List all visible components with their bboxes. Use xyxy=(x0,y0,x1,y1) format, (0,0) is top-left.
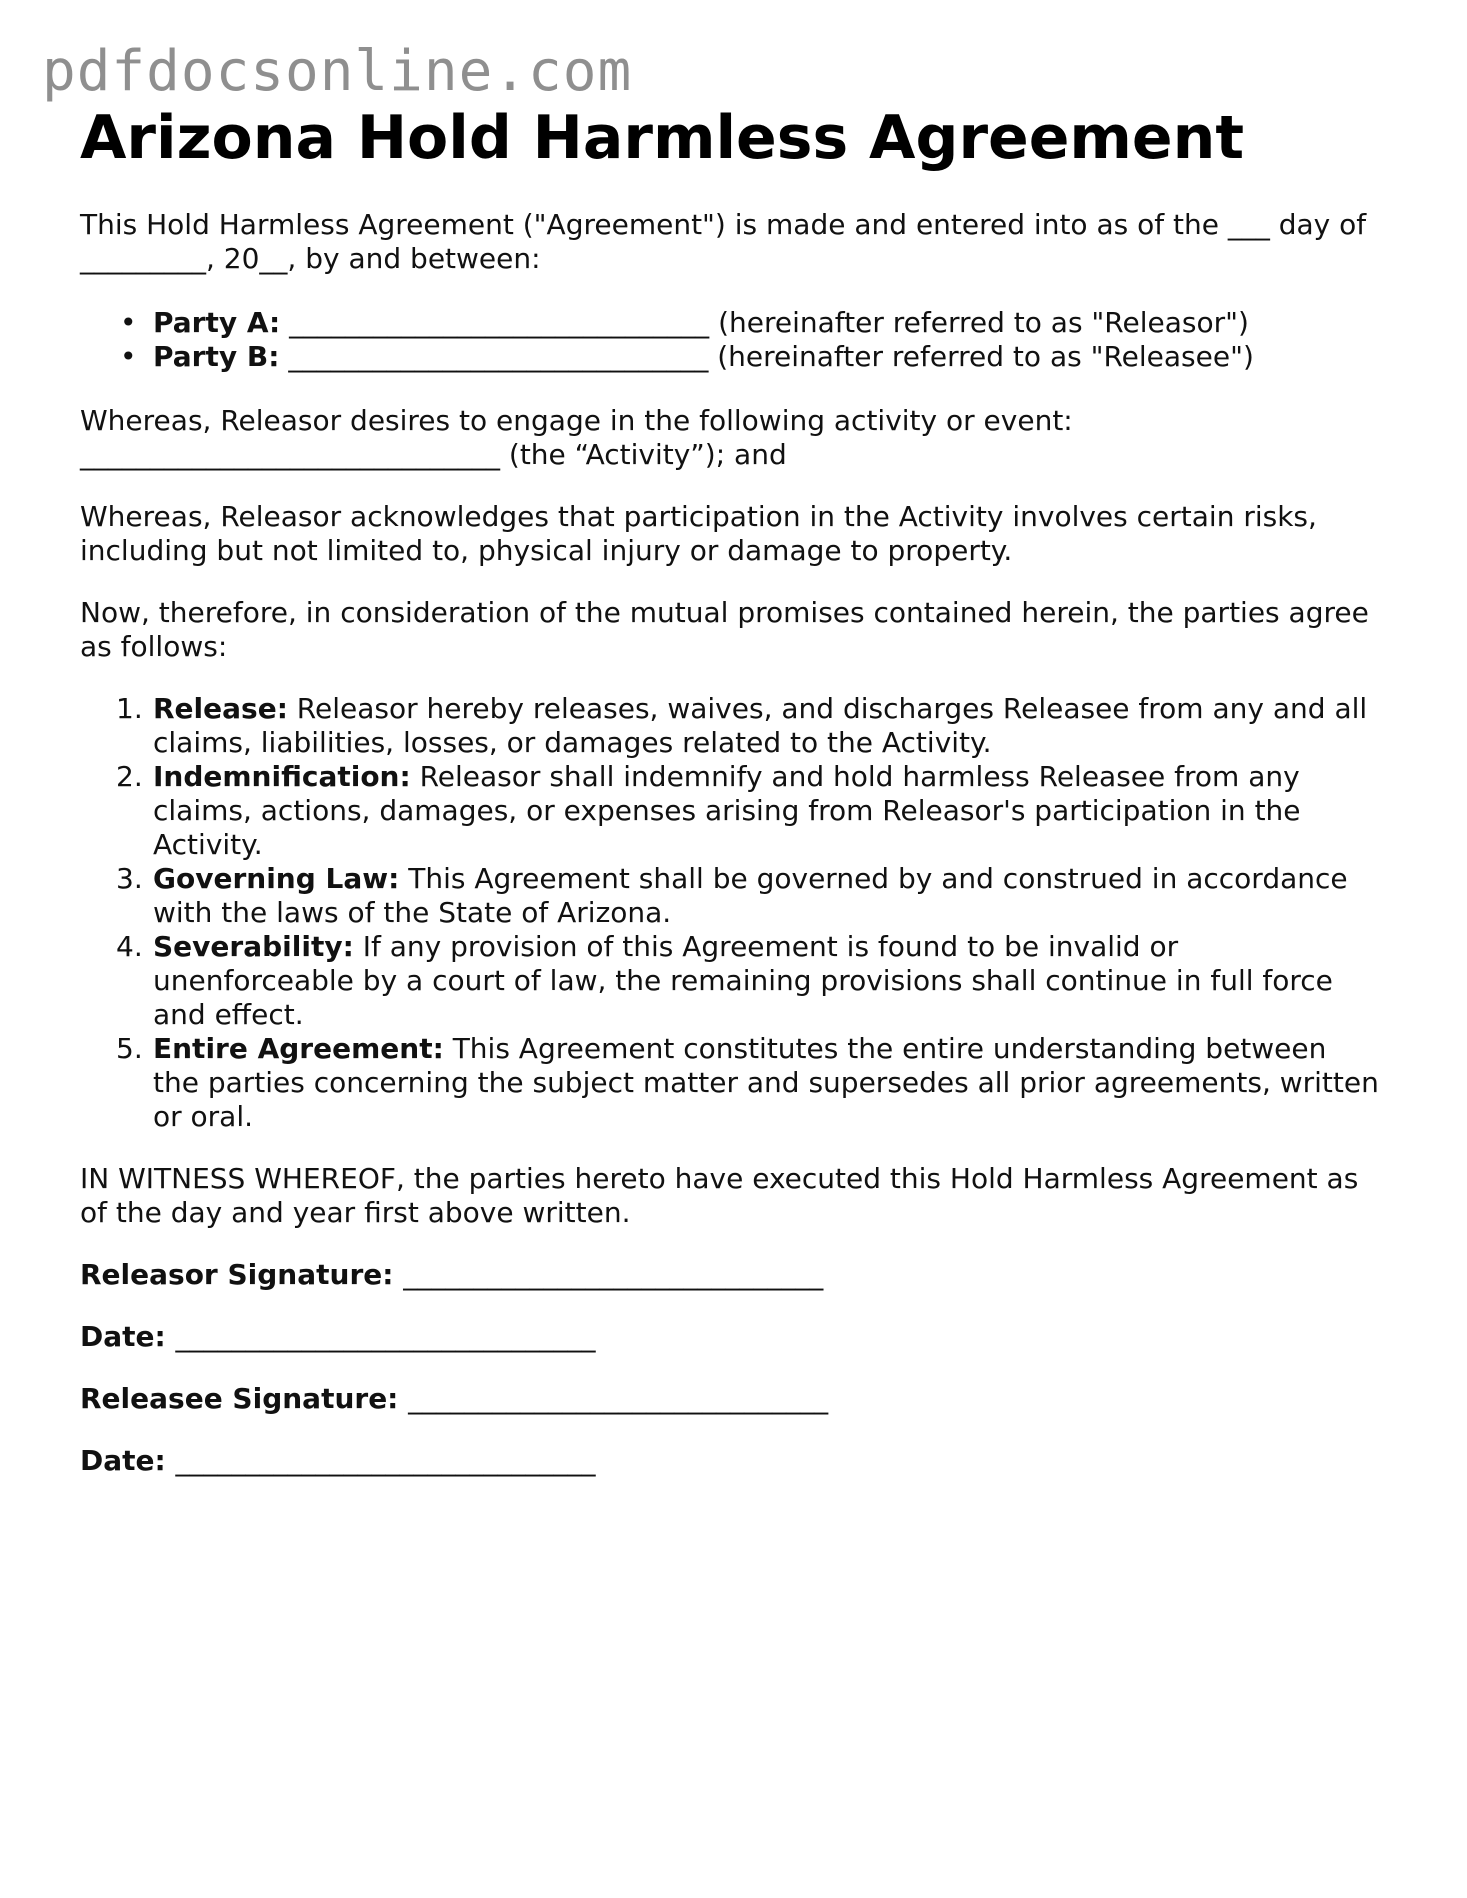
releasee-date-line xyxy=(80,1444,1380,1478)
witness-paragraph: IN WITNESS WHEREOF, the parties hereto have executed this Hold Harmless Agreement as of the day and year first above written. xyxy=(80,1162,1359,1229)
term-item xyxy=(80,862,1380,930)
term-title: Indemnification: xyxy=(153,760,411,793)
term-item xyxy=(80,760,1380,862)
party-label: Party A: xyxy=(153,306,281,339)
term-number: 5. xyxy=(116,1032,143,1065)
date-blank-field: ______________________________ xyxy=(175,1320,596,1353)
intro-paragraph: This Hold Harmless Agreement ("Agreement") is made and entered into as of the ___ day of _________, 20__, by and between: xyxy=(80,208,1367,275)
term-text: This Agreement shall be governed by and construed in accordance with the laws of the State of Arizona. xyxy=(153,862,1348,929)
parties-list xyxy=(80,306,1380,374)
now-therefore-paragraph: Now, therefore, in consideration of the mutual promises contained herein, the parties agree as follows: xyxy=(80,596,1369,663)
term-text: Releasor shall indemnify and hold harmless Releasee from any claims, actions, damages, or expenses arising from Releasor's participation in the Activity. xyxy=(153,760,1301,861)
party-blank-field: ______________________________ xyxy=(288,340,709,373)
date-blank-field: ______________________________ xyxy=(175,1444,596,1477)
term-text: Releasor hereby releases, waives, and discharges Releasee from any and all claims, liabilities, losses, or damages related to the Activity. xyxy=(153,692,1368,759)
term-text: This Agreement constitutes the entire understanding between the parties concerning the subject matter and supersedes all prior agreements, written or oral. xyxy=(153,1032,1379,1133)
date-label: Date: xyxy=(80,1320,166,1353)
party-b-item xyxy=(80,340,1380,374)
date-label: Date: xyxy=(80,1444,166,1477)
whereas-risks-paragraph: Whereas, Releasor acknowledges that participation in the Activity involves certain risks, including but not limited to, physical injury or damage to property. xyxy=(80,500,1317,567)
watermark: pdfdocsonline.com xyxy=(42,39,633,104)
term-text: If any provision of this Agreement is found to be invalid or unenforceable by a court of law, the remaining provisions shall continue in full force and effect. xyxy=(153,930,1333,1031)
party-label: Party B: xyxy=(153,340,280,373)
term-title: Release: xyxy=(153,692,288,725)
term-title: Governing Law: xyxy=(153,862,400,895)
signature-blank-field: ______________________________ xyxy=(403,1258,824,1291)
signature-blank-field: ______________________________ xyxy=(408,1382,829,1415)
term-number: 4. xyxy=(116,930,143,963)
whereas-activity-paragraph: Whereas, Releasor desires to engage in the following activity or event: ______________________________ (the “Activity”); and xyxy=(80,404,1073,471)
term-item xyxy=(80,692,1380,760)
releasor-signature-line xyxy=(80,1258,1380,1292)
term-item xyxy=(80,930,1380,1032)
terms-list xyxy=(80,692,1380,1134)
party-role: (hereinafter referred to as "Releasee") xyxy=(717,340,1254,373)
term-title: Entire Agreement: xyxy=(153,1032,444,1065)
term-number: 3. xyxy=(116,862,143,895)
signature-label: Releasor Signature: xyxy=(80,1258,394,1291)
term-item xyxy=(80,1032,1380,1134)
signature-label: Releasee Signature: xyxy=(80,1382,399,1415)
term-number: 2. xyxy=(116,760,143,793)
document-page xyxy=(80,102,1380,1478)
releasor-date-line xyxy=(80,1320,1380,1354)
document-title: Arizona Hold Harmless Agreement xyxy=(80,103,1245,173)
party-blank-field: ______________________________ xyxy=(289,306,710,339)
party-role: (hereinafter referred to as "Releasor") xyxy=(718,306,1249,339)
party-a-item xyxy=(80,306,1380,340)
term-title: Severability: xyxy=(153,930,354,963)
releasee-signature-line xyxy=(80,1382,1380,1416)
term-number: 1. xyxy=(116,692,143,725)
